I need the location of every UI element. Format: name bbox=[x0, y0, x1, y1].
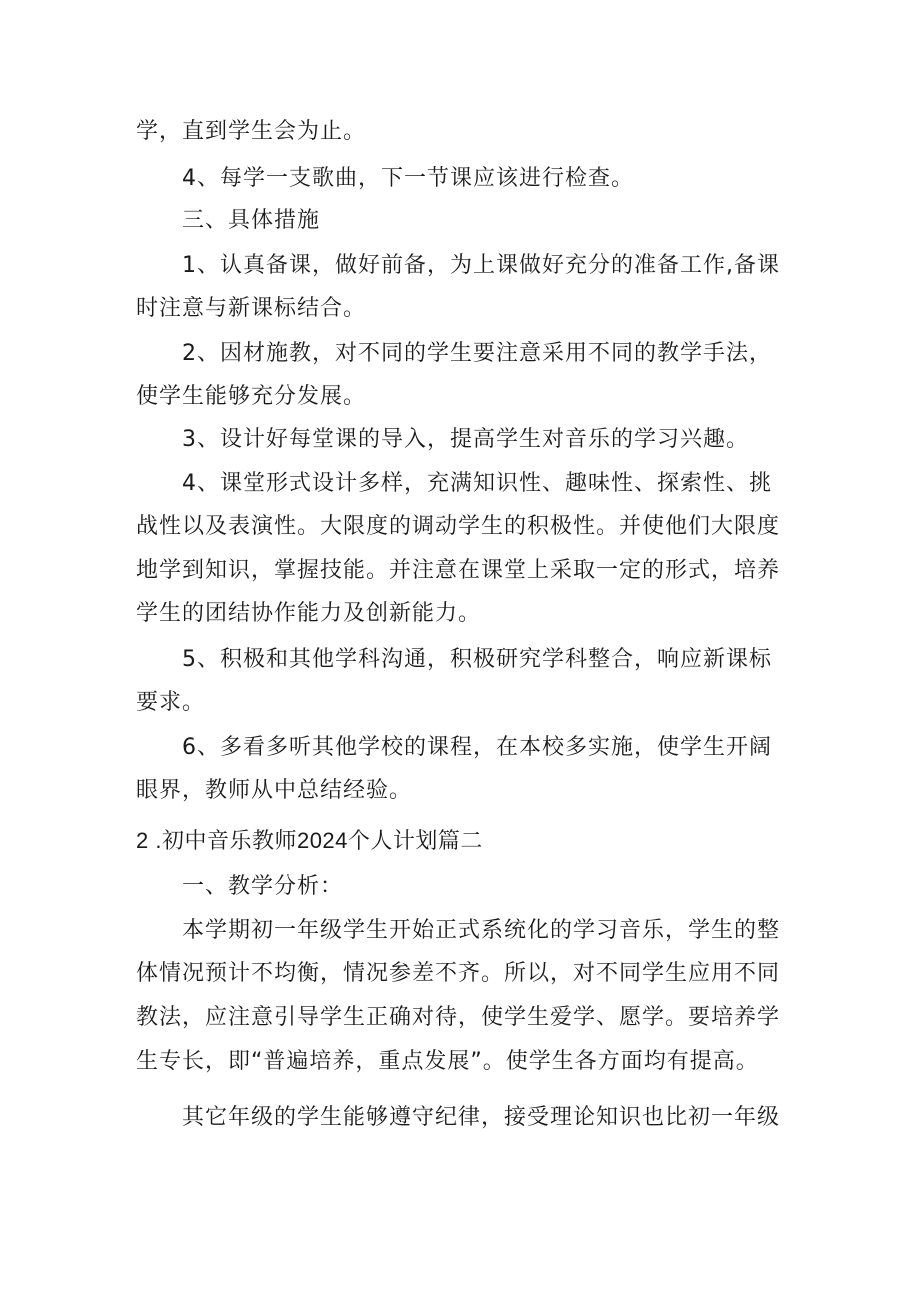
paragraph-line: 5、积极和其他学科沟通，积极研究学科整合，响应新课标 bbox=[182, 647, 772, 672]
paragraph-line: 教法，应注意引导学生正确对待，使学生爱学、愿学。要培养学 bbox=[136, 1005, 781, 1030]
paragraph-line: 本学期初一年级学生开始正式系统化的学习音乐，学生的整 bbox=[182, 918, 781, 943]
paragraph-line: 2、因材施教，对不同的学生要注意采用不同的教学手法， bbox=[182, 341, 772, 366]
paragraph-line: 其它年级的学生能够遵守纪律，接受理论知识也比初一年级 bbox=[182, 1105, 781, 1130]
section-heading: 三、具体措施 bbox=[182, 208, 321, 233]
section-heading: 一、教学分析： bbox=[182, 874, 344, 899]
paragraph-line: 使学生能够充分发展。 bbox=[136, 384, 367, 409]
paragraph-line: 4、每学一支歌曲，下一节课应该进行检查。 bbox=[182, 166, 634, 191]
paragraph-line: 学，直到学生会为止。 bbox=[136, 119, 367, 144]
paragraph-line: 6、多看多听其他学校的课程，在本校多实施，使学生开阔 bbox=[182, 735, 772, 760]
paragraph-line: 3、设计好每堂课的导入，提高学生对音乐的学习兴趣。 bbox=[182, 427, 749, 452]
paragraph-line: 4、课堂形式设计多样，充满知识性、趣味性、探索性、挑 bbox=[182, 471, 772, 496]
paragraph-line: 学生的团结协作能力及创新能力。 bbox=[136, 601, 482, 626]
paragraph-line: 生专长，即“普遍培养，重点发展”。使学生各方面均有提高。 bbox=[136, 1049, 759, 1074]
paragraph-line: 眼界，教师从中总结经验。 bbox=[136, 778, 413, 803]
paragraph-line: 要求。 bbox=[136, 690, 206, 715]
paragraph-line: 时注意与新课标结合。 bbox=[136, 296, 367, 321]
paragraph-line: 战性以及表演性。大限度的调动学生的积极性。并使他们大限度 bbox=[136, 514, 781, 539]
paragraph-line: 1、认真备课，做好前备，为上课做好充分的准备工作,备课 bbox=[182, 253, 780, 278]
chapter-heading: 2 .初中音乐教师2024个人计划篇二 bbox=[136, 828, 483, 853]
paragraph-line: 地学到知识，掌握技能。并注意在课堂上采取一定的形式，培养 bbox=[136, 558, 781, 583]
paragraph-line: 体情况预计不均衡，情况参差不齐。所以，对不同学生应用不同 bbox=[136, 961, 781, 986]
